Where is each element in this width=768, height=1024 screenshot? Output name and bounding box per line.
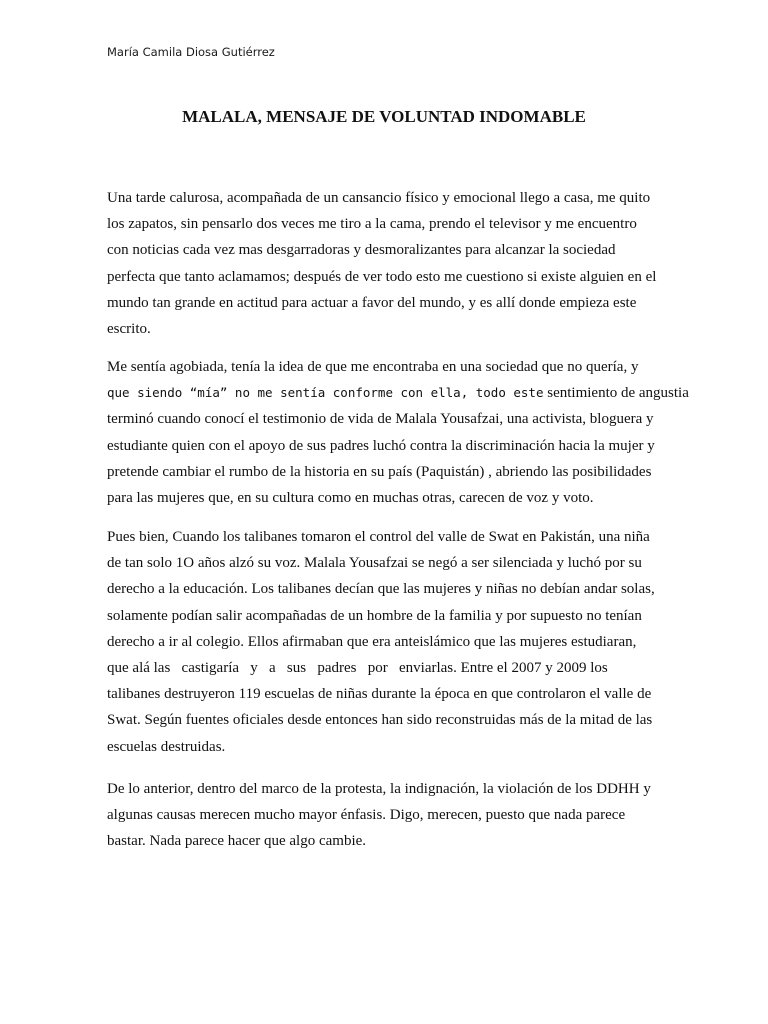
text-line: con noticias cada vez mas desgarradoras y desmoralizantes para alcanzar la sociedad	[107, 242, 616, 259]
text-line: perfecta que tanto aclamamos; después de ver todo esto me cuestiono si existe alguien en el	[107, 268, 657, 285]
text-line: estudiante quien con el apoyo de sus padres luchó contra la discriminación hacia la mujer y	[107, 437, 655, 454]
paragraph-1	[107, 185, 667, 342]
paragraph-3	[107, 524, 667, 760]
text-line: algunas causas merecen mucho mayor énfasis. Digo, merecen, puesto que nada parece	[107, 807, 626, 824]
text-line: Me sentía agobiada, tenía la idea de que me encontraba en una sociedad que no quería, y	[107, 359, 639, 375]
paragraph-2	[107, 354, 689, 511]
paragraph-4	[107, 776, 667, 855]
text-line-mixed-font	[107, 380, 689, 406]
text-line: talibanes destruyeron 119 escuelas de niñas durante la época en que controlaron el valle de	[107, 686, 652, 703]
text-line: para las mujeres que, en su cultura como en muchas otras, carecen de voz y voto.	[107, 489, 594, 506]
text-line: De lo anterior, dentro del marco de la protesta, la indignación, la violación de los DDHH y	[107, 781, 651, 797]
text-line: Swat. Según fuentes oficiales desde entonces han sido reconstruidas más de la mitad de las	[107, 712, 653, 729]
serif-text-segment: sentimiento de angustia	[543, 385, 689, 402]
text-line: mundo tan grande en actitud para actuar a favor del mundo, y es allí donde empieza este	[107, 294, 637, 311]
mono-text-segment: que siendo “mía” no me sentía conforme con ella, todo este	[107, 385, 544, 401]
text-line: pretende cambiar el rumbo de la historia en su país (Paquistán) , abriendo las posibilidades	[107, 463, 652, 480]
text-line: Pues bien, Cuando los talibanes tomaron el control del valle de Swat en Pakistán, una niña	[107, 529, 650, 545]
text-line: escrito.	[107, 320, 151, 337]
text-line: derecho a ir al colegio. Ellos afirmaban que era anteislámico que las mujeres estudiaran,	[107, 633, 637, 650]
text-line: terminó cuando conocí el testimonio de vida de Malala Yousafzai, una activista, bloguera y	[107, 411, 654, 428]
text-line: derecho a la educación. Los talibanes decían que las mujeres y niñas no debían andar solas,	[107, 581, 655, 598]
text-line: bastar. Nada parece hacer que algo cambie.	[107, 833, 367, 850]
text-line: solamente podían salir acompañadas de un hombre de la familia y por supuesto no tenían	[107, 607, 642, 624]
text-line: los zapatos, sin pensarlo dos veces me tiro a la cama, prendo el televisor y me encuentro	[107, 216, 637, 233]
document-title: MALALA, MENSAJE DE VOLUNTAD INDOMABLE	[182, 107, 586, 126]
text-line: de tan solo 1O años alzó su voz. Malala Yousafzai se negó a ser silenciada y luchó por su	[107, 555, 642, 572]
text-line: Una tarde calurosa, acompañada de un cansancio físico y emocional llego a casa, me quito	[107, 190, 651, 206]
text-line: que alá las castigaría y a sus padres por enviarlas. Entre el 2007 y 2009 los	[107, 659, 608, 676]
author-name: María Camila Diosa Gutiérrez	[107, 45, 275, 59]
text-line: escuelas destruidas.	[107, 738, 226, 755]
